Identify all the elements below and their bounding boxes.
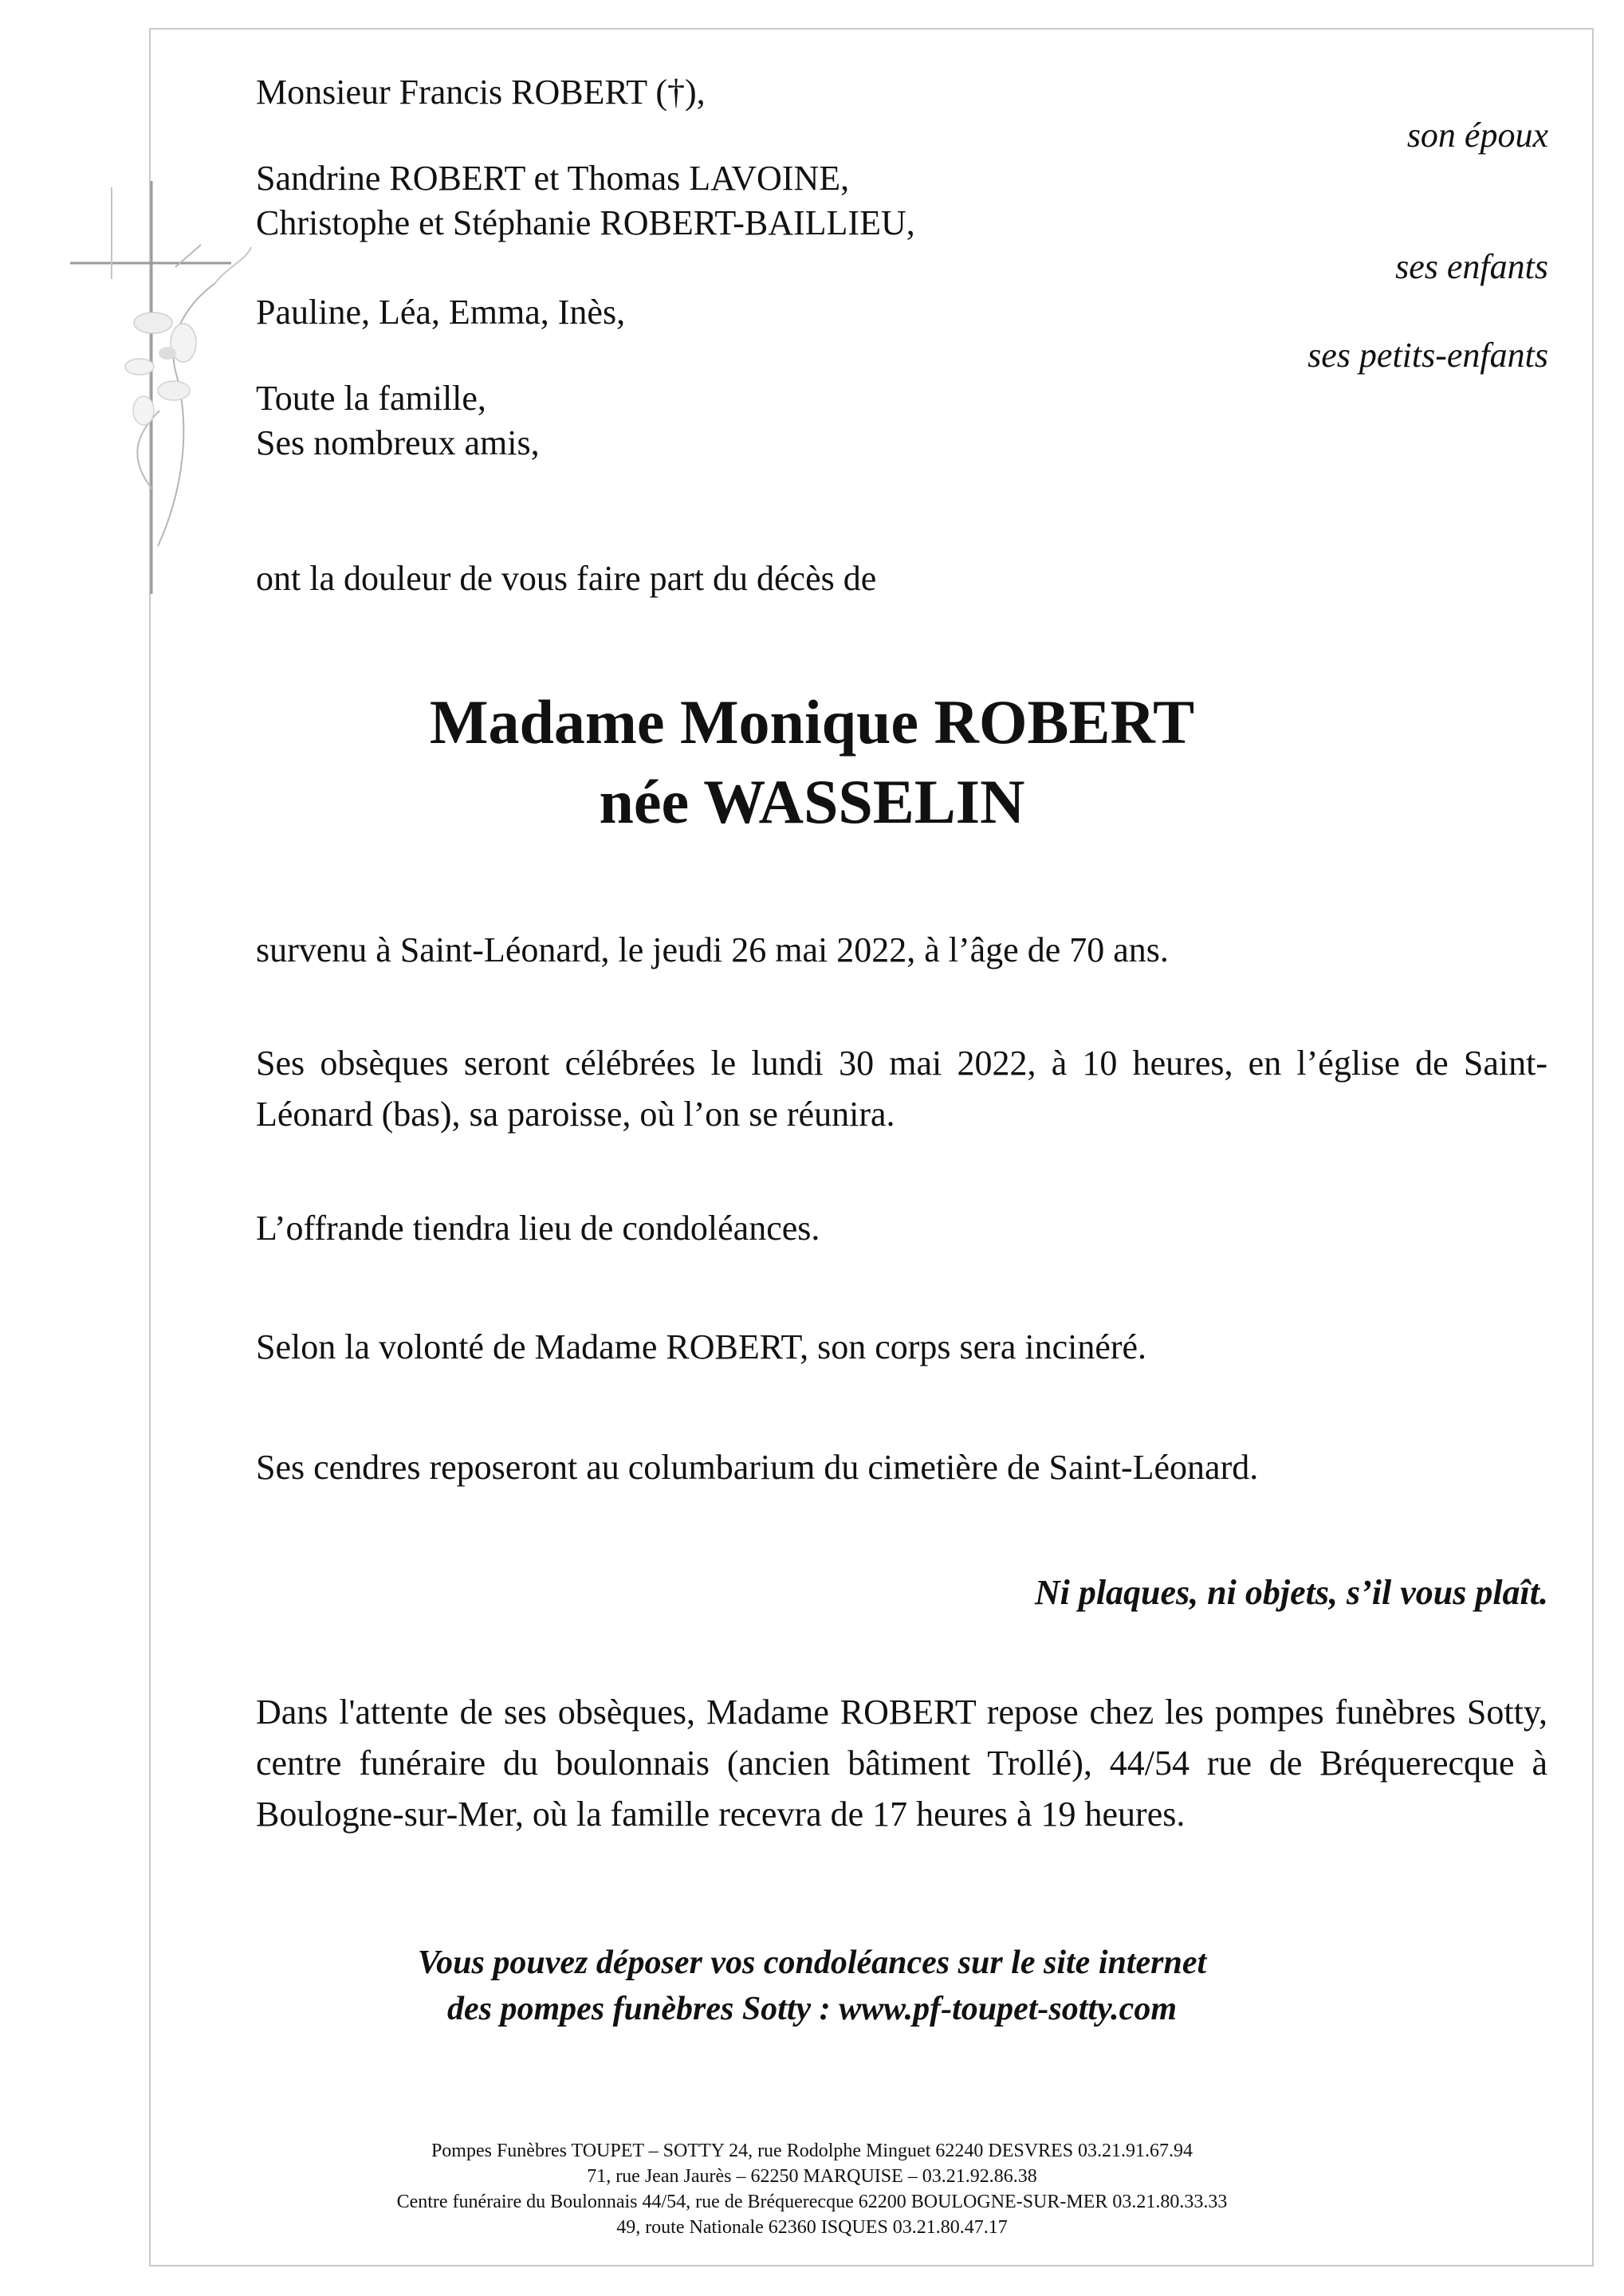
grandchildren-role: ses petits-enfants: [1307, 336, 1548, 375]
children-role: ses enfants: [1395, 247, 1548, 286]
no-plaques-request: Ni plaques, ni objets, s’il vous plaît.: [1034, 1573, 1548, 1612]
footer-line-2: 71, rue Jean Jaurès – 62250 MARQUISE – 03.21.92.86.38: [587, 2166, 1037, 2187]
deceased-name: Madame Monique ROBERT: [429, 687, 1195, 757]
children-line-1: Sandrine ROBERT et Thomas LAVOINE,: [256, 159, 850, 198]
ashes-text: Ses cendres reposeront au columbarium du cimetière de Saint-Léonard.: [256, 1448, 1259, 1487]
footer-line-3: Centre funéraire du Boulonnais 44/54, rue de Bréquerecque 62200 BOULOGNE-SUR-MER 03.21.80.33.33: [396, 2192, 1228, 2212]
footer-line-1: Pompes Funèbres TOUPET – SOTTY 24, rue Rodolphe Minguet 62240 DESVRES 03.21.91.67.94: [431, 2141, 1193, 2161]
cremation-text: Selon la volonté de Madame ROBERT, son corps sera incinéré.: [256, 1327, 1147, 1366]
grandchildren-names: Pauline, Léa, Emma, Inès,: [256, 293, 626, 332]
offering-text: L’offrande tiendra lieu de condoléances.: [256, 1209, 820, 1248]
funeral-info: Ses obsèques seront célébrées le lundi 30 mai 2022, à 10 heures, en l’église de Saint-Léonard (bas), sa paroisse, où l’on se réunira.: [256, 1044, 1547, 1134]
spouse-name: Monsieur Francis ROBERT (†),: [256, 73, 706, 112]
children-line-2: Christophe et Stéphanie ROBERT-BAILLIEU,: [256, 203, 915, 242]
rest-info: Dans l'attente de ses obsèques, Madame ROBERT repose chez les pompes funèbres Sotty, centre funéraire du boulonnais (ancien bâtiment Trollé), 44/54 rue de Bréquerecque à Boulogne-sur-Mer, où la famille recevra de 17 heures à 19 heures.: [256, 1693, 1547, 1834]
spouse-role: son époux: [1406, 116, 1548, 155]
maiden-name: née WASSELIN: [599, 767, 1025, 836]
announcement-intro: ont la douleur de vous faire part du décès de: [256, 559, 877, 598]
condolences-website: des pompes funèbres Sotty : www.pf-toupet-sotty.com: [447, 1991, 1177, 2027]
family-line: Toute la famille,: [256, 379, 486, 418]
friends-line: Ses nombreux amis,: [256, 423, 540, 462]
death-info: survenu à Saint-Léonard, le jeudi 26 mai 2022, à l’âge de 70 ans.: [256, 930, 1169, 969]
cross-and-orchid-icon: [64, 171, 255, 602]
footer-line-4: 49, route Nationale 62360 ISQUES 03.21.80.47.17: [616, 2217, 1008, 2238]
condolences-line-1: Vous pouvez déposer vos condoléances sur le site internet: [417, 1944, 1207, 1981]
